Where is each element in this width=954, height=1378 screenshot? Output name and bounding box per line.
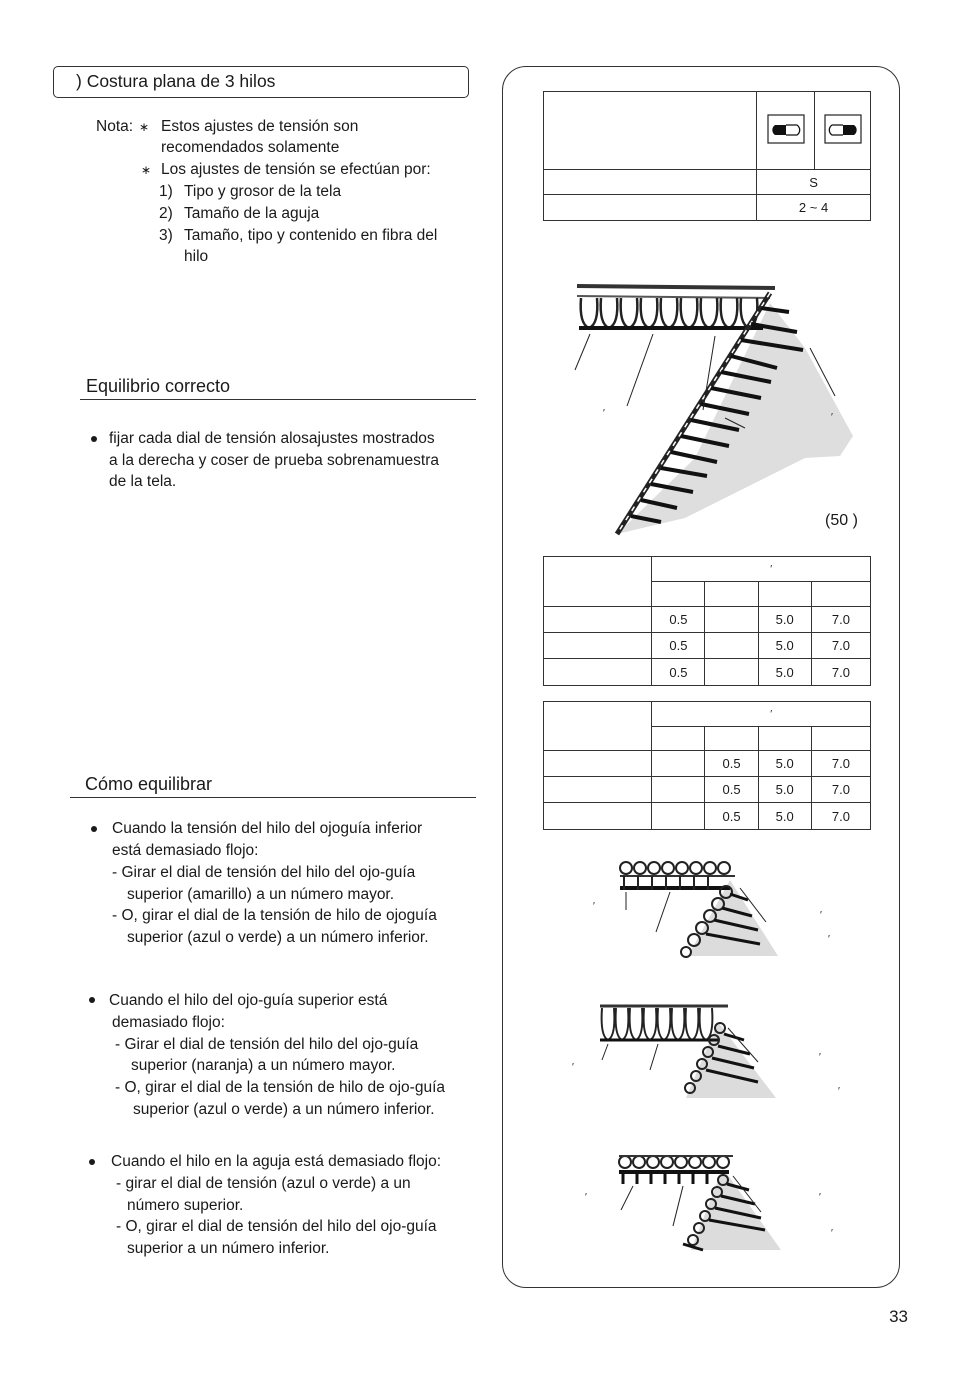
como-b3-line-5: superior a un número inferior. — [127, 1240, 330, 1257]
ex1-tick-1: ′ — [593, 901, 595, 912]
t2-group-header: ′ — [652, 702, 871, 727]
como-b1-line-6: superior (azul o verde) a un número inferior. — [127, 929, 429, 946]
equilibrio-line-3: de la tela. — [109, 473, 177, 490]
settings-header-label-cell — [544, 92, 757, 170]
t2-r1-c3: 5.0 — [758, 751, 811, 777]
t1-col-2 — [705, 582, 758, 607]
figure-tick-mark-1: ′ — [603, 408, 605, 419]
t1-r1-c1: 0.5 — [652, 607, 705, 633]
como-b2-line-4: superior (naranja) a un número mayor. — [131, 1057, 396, 1074]
t2-r2-label — [544, 777, 652, 803]
t2-r3-label — [544, 803, 652, 830]
t1-r2-c4: 7.0 — [811, 633, 870, 659]
settings-row2-value: 2 ~ 4 — [757, 195, 871, 221]
como-b1-line-2: está demasiado flojo: — [112, 842, 259, 859]
como-bullet-1 — [91, 826, 97, 832]
nota-item-num-2: 2) — [159, 205, 173, 222]
t1-label-header — [544, 557, 652, 607]
t1-col-4 — [811, 582, 870, 607]
settings-row1-value: S — [757, 170, 871, 195]
t1-r2-c1: 0.5 — [652, 633, 705, 659]
ex3-tick-1: ′ — [585, 1192, 587, 1203]
stitch-example-1 — [590, 858, 840, 960]
t2-r1-c2: 0.5 — [705, 751, 758, 777]
t1-col-1 — [652, 582, 705, 607]
equilibrio-heading: Equilibrio correcto — [86, 376, 231, 396]
t1-r3-c2 — [705, 659, 758, 686]
settings-table — [543, 91, 871, 221]
como-b2-line-1: Cuando el hilo del ojo-guía superior está — [109, 992, 388, 1009]
nota-item-num-1: 1) — [159, 183, 173, 200]
t1-r3-c1: 0.5 — [652, 659, 705, 686]
t2-col-3 — [758, 727, 811, 751]
t1-r3-c4: 7.0 — [811, 659, 870, 686]
como-b3-line-1: Cuando el hilo en la aguja está demasiado flojo: — [111, 1153, 442, 1170]
t1-r1-c4: 7.0 — [811, 607, 870, 633]
nota-line-1a: Estos ajustes de tensión son — [161, 118, 359, 135]
t2-r2-c2: 0.5 — [705, 777, 758, 803]
nota-label: Nota: — [96, 118, 134, 135]
stitch-example-2 — [568, 1000, 848, 1102]
upper-looper-right-icon — [824, 114, 862, 144]
como-b1-line-1: Cuando la tensión del hilo del ojoguía inferior — [112, 820, 423, 837]
ex3-tick-3: ′ — [831, 1228, 833, 1239]
tension-table-2 — [543, 701, 871, 830]
como-bullet-3 — [89, 1159, 95, 1165]
equilibrio-rule — [80, 399, 476, 400]
t2-r1-c1 — [652, 751, 705, 777]
equilibrio-line-1: fijar cada dial de tensión alosajustes mostrados — [109, 430, 435, 447]
como-b3-line-4: - O, girar el dial de tensión del hilo del ojo-guía — [116, 1218, 437, 1235]
como-b1-line-4: superior (amarillo) a un número mayor. — [127, 886, 395, 903]
t1-r3-label — [544, 659, 652, 686]
upper-looper-left-icon — [767, 114, 805, 144]
nota-item-text-1: Tipo y grosor de la tela — [184, 183, 342, 200]
como-b3-line-2: - girar el dial de tensión (azul o verde) a un — [116, 1175, 411, 1192]
nota-item-text-3: Tamaño, tipo y contenido en fibra del — [184, 227, 438, 244]
t1-r1-c3: 5.0 — [758, 607, 811, 633]
t2-r2-c3: 5.0 — [758, 777, 811, 803]
t1-r2-c2 — [705, 633, 758, 659]
settings-row2-label — [544, 195, 757, 221]
settings-row1-label — [544, 170, 757, 195]
nota-item-num-3: 3) — [159, 227, 173, 244]
nota-star-2: ∗ — [141, 163, 152, 177]
como-rule — [70, 797, 476, 798]
como-b2-line-5: - O, girar el dial de la tensión de hilo de ojo-guía — [115, 1079, 446, 1096]
t2-r3-c3: 5.0 — [758, 803, 811, 830]
nota-line-2: Los ajustes de tensión se efectúan por: — [161, 161, 431, 178]
como-b2-line-3: - Girar el dial de tensión del hilo del ojo-guía — [115, 1036, 419, 1053]
nota-item-text-3-cont: hilo — [184, 248, 209, 265]
settings-icon-cell-2 — [815, 92, 871, 170]
como-b2-line-2: demasiado flojo: — [112, 1014, 225, 1031]
nota-star-1: ∗ — [139, 120, 150, 134]
como-bullet-2 — [89, 997, 95, 1003]
t2-r1-c4: 7.0 — [811, 751, 870, 777]
como-heading: Cómo equilibrar — [85, 774, 213, 794]
t2-r3-c2: 0.5 — [705, 803, 758, 830]
t2-col-4 — [811, 727, 870, 751]
t1-r1-label — [544, 607, 652, 633]
figure-tick-mark-2: ′ — [831, 412, 833, 423]
settings-icon-cell-1 — [757, 92, 815, 170]
t2-r2-c4: 7.0 — [811, 777, 870, 803]
t2-r3-c4: 7.0 — [811, 803, 870, 830]
como-b1-line-3: - Girar el dial de tensión del hilo del ojo-guía — [112, 864, 416, 881]
t2-col-1 — [652, 727, 705, 751]
ex3-tick-2: ′ — [819, 1192, 821, 1203]
como-b2-line-6: superior (azul o verde) a un número inferior. — [133, 1101, 435, 1118]
t1-col-3 — [758, 582, 811, 607]
stitch-example-3 — [583, 1150, 843, 1254]
equilibrio-line-2: a la derecha y coser de prueba sobrenamuestra — [109, 452, 440, 469]
t1-r1-c2 — [705, 607, 758, 633]
t2-r1-label — [544, 751, 652, 777]
equilibrio-bullet — [91, 436, 97, 442]
section-title-box — [53, 66, 469, 98]
como-b1-line-5: - O, girar el dial de la tensión de hilo de ojoguía — [112, 907, 437, 924]
t1-group-header: ′ — [652, 557, 871, 582]
nota-item-text-2: Tamaño de la aguja — [184, 205, 320, 222]
ex1-tick-3: ′ — [828, 934, 830, 945]
t2-r3-c1 — [652, 803, 705, 830]
ex2-tick-2: ′ — [819, 1052, 821, 1063]
t1-r2-c3: 5.0 — [758, 633, 811, 659]
section-title: ) Costura plana de 3 hilos — [76, 71, 276, 91]
flatlock-stitch-illustration — [565, 278, 860, 540]
ex2-tick-1: ′ — [572, 1062, 574, 1073]
t1-r3-c3: 5.0 — [758, 659, 811, 686]
ex1-tick-2: ′ — [820, 910, 822, 921]
t1-r2-label — [544, 633, 652, 659]
t2-col-2 — [705, 727, 758, 751]
nota-line-1b: recomendados solamente — [161, 139, 340, 156]
tension-table-1 — [543, 556, 871, 686]
como-b3-line-3: número superior. — [127, 1197, 244, 1214]
ex2-tick-3: ′ — [838, 1086, 840, 1097]
page-number: 33 — [889, 1307, 908, 1326]
t2-r2-c1 — [652, 777, 705, 803]
t2-label-header — [544, 702, 652, 751]
figure-caption: (50 ) — [825, 512, 858, 529]
